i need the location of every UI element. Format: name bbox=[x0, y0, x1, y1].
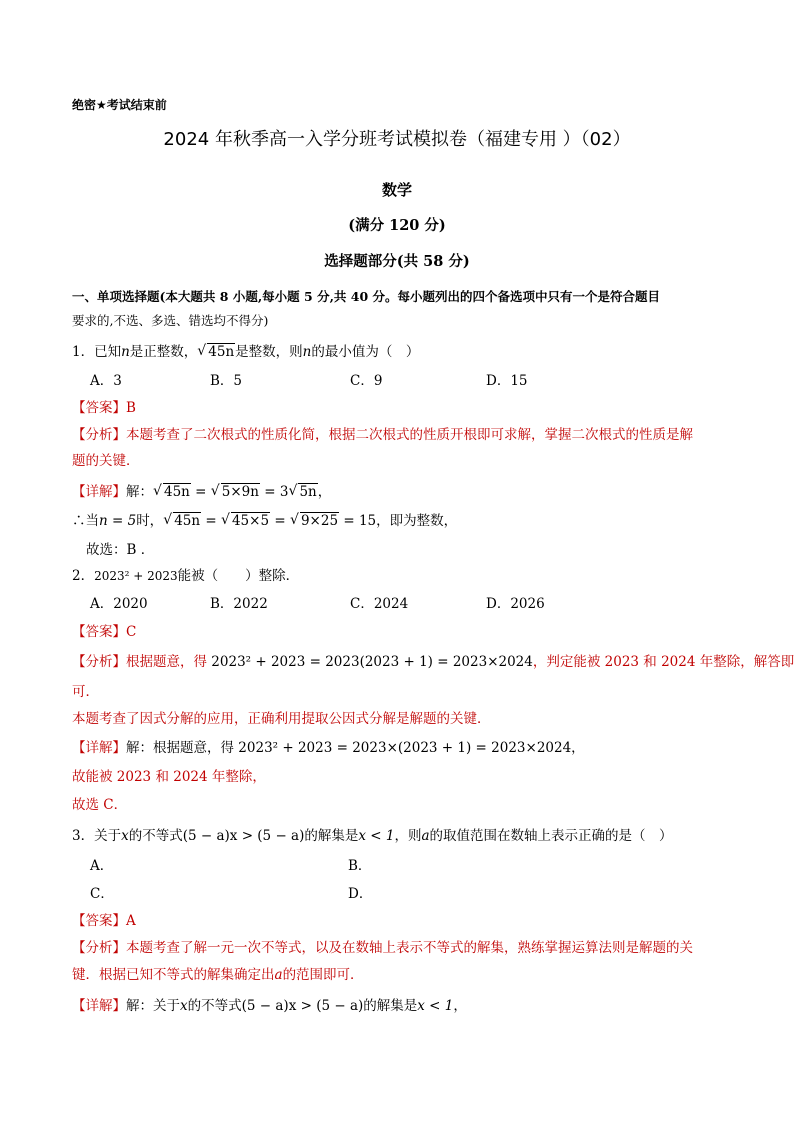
confidential-label: 绝密★考试结束前 bbox=[72, 98, 167, 112]
q2-conclusion: 故选 C． bbox=[72, 797, 128, 813]
q2-note: 本题考查了因式分解的应用，正确利用提取公因式分解是解题的关键． bbox=[72, 711, 491, 727]
instructions-line-1: 一、单项选择题(本大题共 8 小题,每小题 5 分,共 40 分。每小题列出的四个备选项中只有一个是符合题目 bbox=[72, 289, 661, 304]
q2-option-b: B．2022 bbox=[210, 596, 268, 612]
q1-option-d: D．15 bbox=[486, 373, 528, 389]
q2-option-d: D．2026 bbox=[486, 596, 545, 612]
q3-analysis-line-1: 【分析】本题考查了解一元一次不等式，以及在数轴上表示不等式的解集，熟练掌握运算法则是解题的关 bbox=[72, 940, 693, 956]
subject-heading: 数学 bbox=[381, 181, 412, 199]
q3-option-d: D． bbox=[348, 886, 373, 902]
q2-stem: 2．2023² + 2023能被（ ）整除． bbox=[72, 568, 300, 584]
q2-option-a: A．2020 bbox=[90, 596, 148, 612]
q1-option-c: C．9 bbox=[350, 373, 383, 389]
section-heading: 选择题部分(共 58 分) bbox=[324, 253, 470, 270]
q2-analysis-line-1: 【分析】根据题意，得 2023² + 2023 = 2023(2023 + 1) = 2023×2024，判定能被 2023 和 2024 年整除，解答即 bbox=[72, 654, 794, 670]
q3-answer: 【答案】A bbox=[72, 913, 136, 929]
q3-option-c: C． bbox=[90, 886, 114, 902]
q2-option-c: C．2024 bbox=[350, 596, 409, 612]
q1-option-a: A．3 bbox=[90, 373, 122, 389]
q3-stem: 3．关于x的不等式(5 − a)x > (5 − a)的解集是x < 1，则a的取值范围在数轴上表示正确的是（ ） bbox=[72, 828, 673, 844]
q1-detail-line-2: ∴当n = 5时，√ 45n = √ 45×5 = √ 9×25 = 15，即为整数， bbox=[72, 511, 457, 531]
instructions-line-2: 要求的,不选、多选、错选均不得分) bbox=[72, 313, 269, 328]
q1-option-b: B．5 bbox=[210, 373, 243, 389]
q1-analysis-line-2: 题的关键． bbox=[72, 453, 140, 469]
q3-option-b: B． bbox=[348, 858, 372, 874]
q1-detail-line-1: 【详解】解：√ 45n = √ 5×9n = 3√ 5n， bbox=[72, 482, 331, 502]
exam-title: 2024 年秋季高一入学分班考试模拟卷（福建专用 ）（02） bbox=[163, 129, 631, 150]
q2-answer: 【答案】C bbox=[72, 624, 137, 640]
q2-analysis-line-2: 可． bbox=[72, 684, 99, 700]
q1-conclusion: 故选：B ． bbox=[86, 542, 155, 558]
q1-answer: 【答案】B bbox=[72, 400, 136, 416]
q3-analysis-line-2: 键．根据已知不等式的解集确定出a的范围即可． bbox=[72, 967, 364, 983]
full-score: (满分 120 分) bbox=[348, 217, 446, 234]
sqrt-45n: √ 45n bbox=[197, 342, 235, 362]
q3-detail-line-1: 【详解】解：关于x的不等式(5 − a)x > (5 − a)的解集是x < 1， bbox=[72, 998, 467, 1014]
q2-detail-line-2: 故能被 2023 和 2024 年整除， bbox=[72, 769, 266, 785]
q2-detail-line-1: 【详解】解：根据题意，得 2023² + 2023 = 2023×(2023 + 1) = 2023×2024， bbox=[72, 740, 585, 756]
q3-option-a: A． bbox=[90, 858, 114, 874]
q1-analysis-line-1: 【分析】本题考查了二次根式的性质化简，根据二次根式的性质开根即可求解，掌握二次根式的性质是解 bbox=[72, 427, 693, 443]
q1-stem: 1．已知n是正整数，√ 45n是整数，则n的最小值为（ ） bbox=[72, 342, 419, 362]
